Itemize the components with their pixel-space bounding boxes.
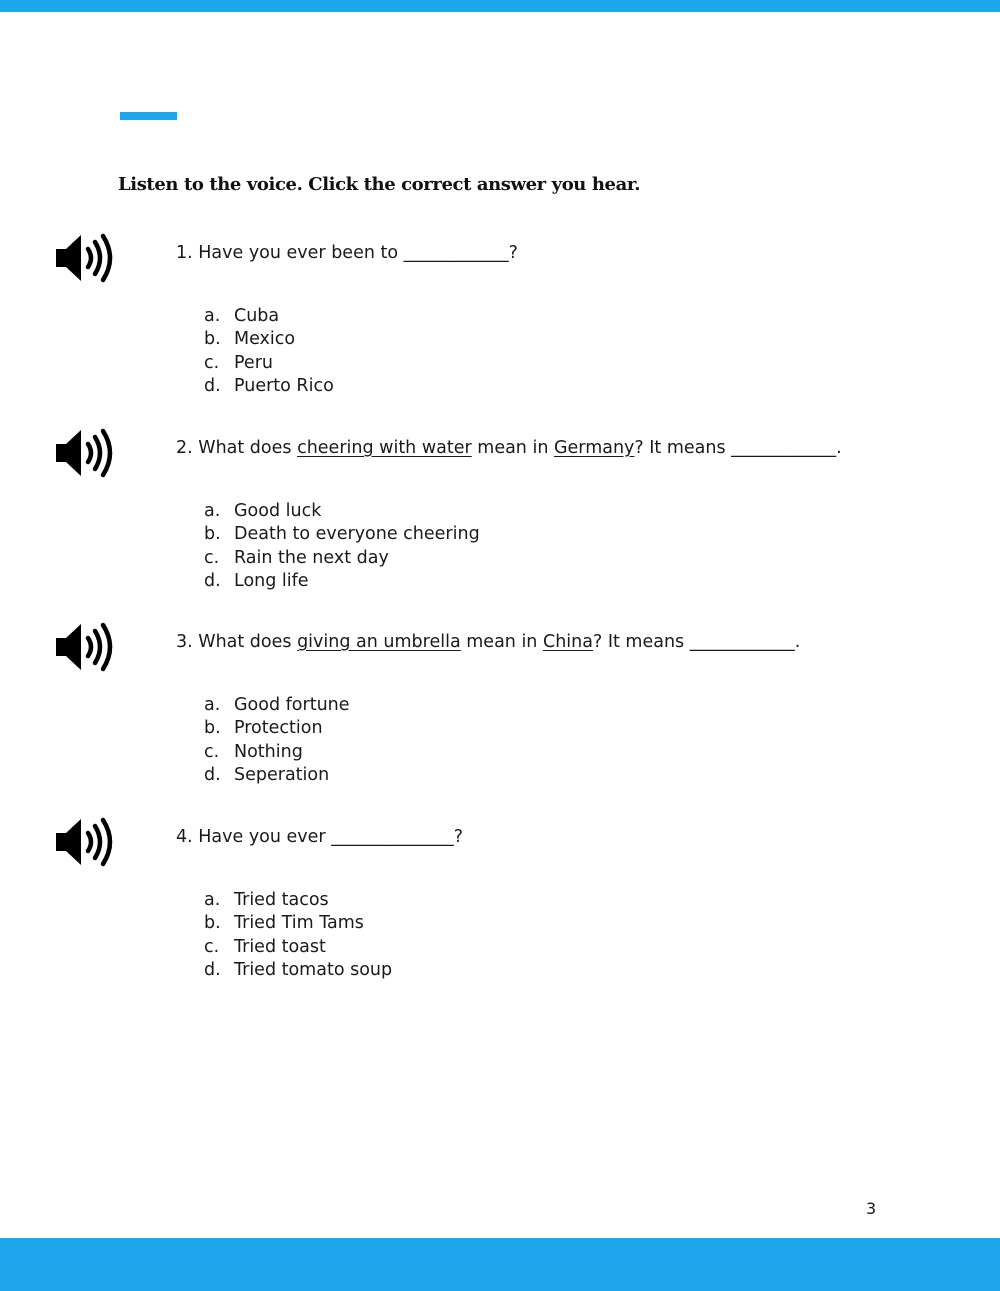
option-letter: a.: [204, 695, 221, 715]
option-letter: d.: [204, 764, 221, 785]
answer-options: [204, 305, 334, 398]
question-text-part: 4. Have you ever ______________?: [176, 827, 463, 847]
option-text: Puerto Rico: [234, 375, 334, 396]
option-text: Rain the next day: [234, 547, 389, 568]
answer-option-d[interactable]: [204, 764, 350, 787]
option-text: Nothing: [234, 741, 303, 762]
option-letter: d.: [204, 570, 221, 591]
underlined-country: China: [542, 632, 593, 652]
question-text-part: ? It means ____________.: [634, 438, 842, 458]
answer-option-a[interactable]: [204, 889, 392, 912]
question-text-part: mean in: [460, 632, 543, 652]
question-text-part: ? It means ____________.: [592, 632, 801, 652]
answer-option-b[interactable]: [204, 523, 480, 546]
answer-option-b[interactable]: [204, 328, 334, 351]
speaker-icon[interactable]: [53, 816, 119, 868]
answer-option-c[interactable]: [204, 547, 480, 570]
question-text: [176, 632, 800, 652]
option-text: Tried tacos: [234, 890, 329, 910]
answer-option-c[interactable]: [204, 936, 392, 959]
option-letter: c.: [204, 352, 220, 373]
question-text-part: 3. What does: [176, 632, 298, 652]
option-text: Good luck: [234, 501, 322, 521]
answer-option-a[interactable]: [204, 305, 334, 328]
speaker-icon[interactable]: [53, 427, 119, 479]
option-letter: b.: [204, 913, 221, 934]
bottom-accent-bar: [0, 1238, 1000, 1291]
option-text: Peru: [234, 352, 273, 373]
answer-option-d[interactable]: [204, 375, 334, 398]
answer-options: [204, 694, 350, 787]
question-text: [176, 438, 842, 458]
option-letter: d.: [204, 959, 221, 980]
question-text-part: 2. What does: [176, 438, 298, 458]
option-text: Good fortune: [234, 695, 350, 715]
option-text: Tried toast: [234, 936, 326, 957]
option-text: Cuba: [234, 306, 280, 326]
underlined-phrase: cheering with water: [297, 438, 472, 458]
speaker-icon[interactable]: [53, 621, 119, 673]
answer-option-a[interactable]: [204, 694, 350, 717]
accent-dash: [120, 112, 177, 120]
option-letter: a.: [204, 501, 221, 521]
answer-options: [204, 500, 480, 593]
option-letter: b.: [204, 329, 221, 350]
question-text-part: 1. Have you ever been to ____________?: [176, 243, 518, 263]
option-letter: b.: [204, 718, 221, 739]
option-letter: a.: [204, 890, 221, 910]
page-number: 3: [866, 1199, 877, 1218]
answer-option-d[interactable]: [204, 570, 480, 593]
instruction-heading: Listen to the voice. Click the correct answer you hear.: [118, 174, 641, 195]
top-accent-bar: [0, 0, 1000, 12]
question-text: [176, 827, 463, 847]
option-letter: b.: [204, 524, 221, 545]
answer-option-a[interactable]: [204, 500, 480, 523]
option-letter: c.: [204, 741, 220, 762]
underlined-country: Germany: [553, 438, 635, 458]
answer-option-b[interactable]: [204, 717, 350, 740]
question-text: [176, 243, 518, 263]
option-letter: c.: [204, 547, 220, 568]
answer-option-c[interactable]: [204, 352, 334, 375]
answer-options: [204, 889, 392, 982]
option-text: Seperation: [234, 764, 330, 785]
option-text: Protection: [234, 718, 323, 739]
option-text: Long life: [234, 570, 309, 591]
option-letter: d.: [204, 375, 221, 396]
option-letter: a.: [204, 306, 221, 326]
answer-option-d[interactable]: [204, 959, 392, 982]
option-text: Tried tomato soup: [234, 959, 393, 980]
speaker-icon[interactable]: [53, 232, 119, 284]
option-letter: c.: [204, 936, 220, 957]
option-text: Mexico: [234, 329, 296, 350]
underlined-phrase: giving an umbrella: [297, 632, 461, 652]
answer-option-c[interactable]: [204, 741, 350, 764]
option-text: Tried Tim Tams: [234, 913, 364, 934]
answer-option-b[interactable]: [204, 912, 392, 935]
question-text-part: mean in: [471, 438, 554, 458]
option-text: Death to everyone cheering: [234, 524, 480, 545]
